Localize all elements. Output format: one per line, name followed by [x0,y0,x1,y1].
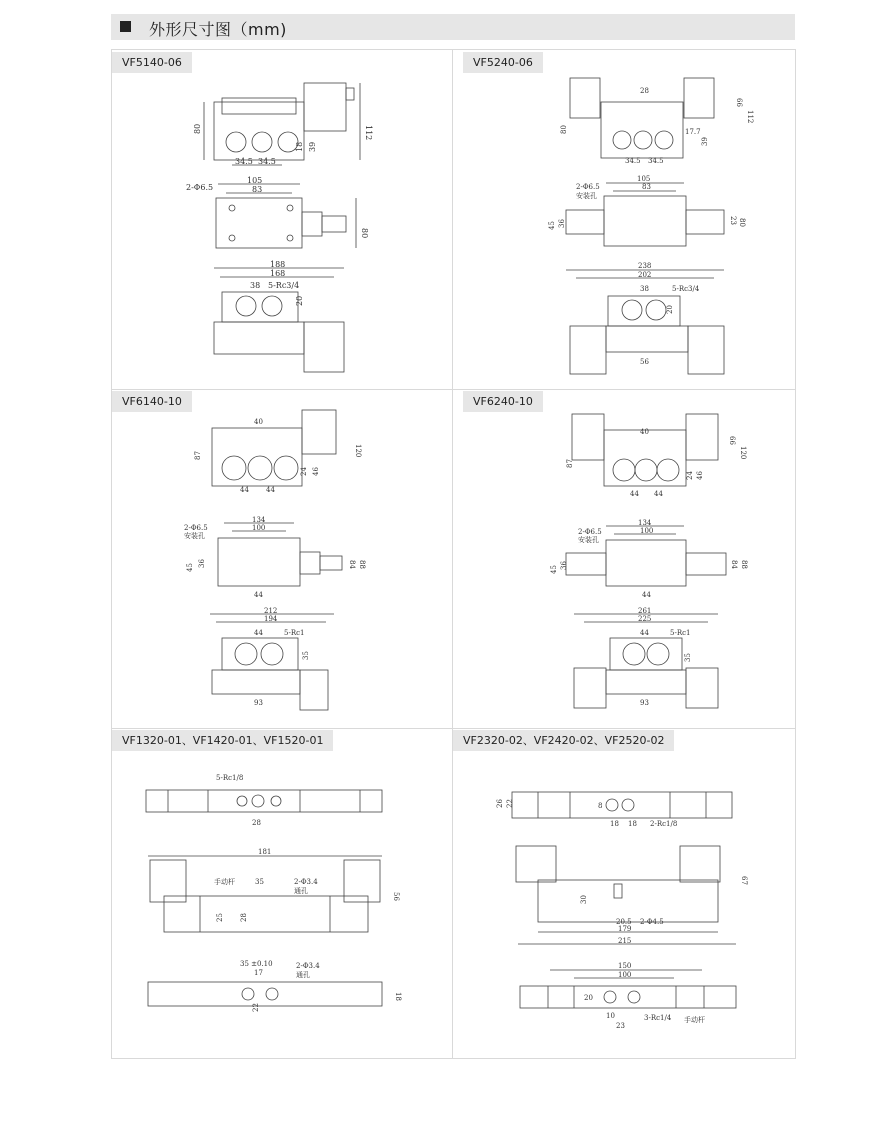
coil-top-view [302,212,322,236]
coil-top-view [300,552,320,574]
right-coil [686,414,718,460]
dim-label: 38 [640,285,649,293]
dim-label: 83 [642,183,651,191]
dim-label: 105 [637,175,651,183]
dim-label: 112 [364,125,373,141]
coil-side-view [304,322,344,372]
section-title: 外形尺寸图（mm) [149,20,287,39]
base-side-view [606,326,688,352]
dim-label: 18 [295,141,304,152]
dim-label: 36 [558,219,566,228]
dim-label: 通孔 [296,971,310,979]
dim-label: 30 [580,895,588,904]
dim-label: 46 [312,467,320,476]
dim-label: 100 [618,971,632,979]
dim-label: 28 [252,819,261,827]
dim-label: 2-Φ6.5 [576,183,600,191]
right-coil-top [686,210,724,234]
dim-label: 80 [738,218,746,227]
dim-label: 2-Φ6.5 [186,183,214,192]
dim-label: 56 [640,358,649,366]
dim-label: 34.5 [235,157,253,166]
left-coil-side [574,668,606,708]
port [226,132,246,152]
dim-label: 215 [618,937,632,945]
dim-label: 20.5 [616,918,632,926]
dim-label: 100 [640,527,654,535]
dim-label: 44 [654,490,663,498]
dim-label: 120 [354,444,362,458]
dim-label: 80 [193,123,202,134]
dim-label: 2-Φ3.4 [296,962,320,970]
dim-label: 150 [618,962,632,970]
valve-body [212,428,302,486]
left-coil [572,414,604,460]
dim-label: 2-Φ6.5 [184,524,208,532]
dim-label: 44 [640,629,649,637]
vf1320-drawing [146,774,402,1012]
valve-side-view [538,880,718,922]
dim-label: 84 [348,560,356,569]
panel-label: VF6240-10 [463,391,543,412]
dim-label: 40 [640,428,649,436]
valve-side-view [164,896,368,932]
dim-label: 5-Rc1 [284,629,305,637]
dim-label: 66 [735,98,743,107]
dim-label: 36 [198,559,206,568]
dim-label: 34.5 [625,157,641,165]
left-coil [516,846,556,882]
dim-label: 35 [255,878,264,886]
vf5240-drawing [548,78,754,374]
dim-label: 2-Φ4.5 [640,918,664,926]
base-side-view [214,322,304,354]
left-coil-top [566,553,606,575]
solenoid-coil [302,410,336,454]
vf6140-drawing [184,410,366,710]
dim-label: 20 [666,305,674,314]
port [252,132,272,152]
dim-label: 44 [254,629,263,637]
right-coil-side [686,668,718,708]
dim-label: 安装孔 [578,536,599,544]
connector-top-view [322,216,346,232]
dim-label: 56 [392,892,400,901]
dim-label: 39 [701,137,709,146]
dim-label: 212 [264,607,278,615]
panel-label: VF6140-10 [112,391,192,412]
valve-side-view [222,638,298,670]
dim-label: 2-Φ6.5 [578,528,602,536]
dim-label: 93 [254,699,263,707]
dim-label: 45 [548,221,556,230]
base-side-view [212,670,300,694]
dim-label: 24 [300,467,308,476]
dim-label: 23 [729,216,737,225]
dim-label: 34.5 [648,157,664,165]
dim-label: 188 [270,260,286,269]
right-coil-top [686,553,726,575]
dim-label: 105 [247,176,263,185]
dim-label: 45 [550,565,558,574]
dim-label: 66 [728,436,736,445]
dim-label: 238 [638,262,652,270]
dim-label: 134 [252,516,266,524]
dim-label: 26 [496,799,504,808]
dim-label: 181 [258,848,272,856]
dim-label: 5-Rc1/8 [216,774,244,782]
dim-label: 2-Rc1/8 [650,820,678,828]
dim-label: 20 [295,295,304,306]
dim-label: 手动杆 [214,878,235,886]
dim-label: 80 [360,228,369,239]
panel-label: VF2320-02、VF2420-02、VF2520-02 [453,730,674,751]
dim-label: 22 [506,799,514,808]
dim-label: 25 [216,913,224,922]
dim-label: 83 [252,185,263,194]
left-coil [570,78,600,118]
valve-top [222,98,296,114]
dim-label: 通孔 [294,887,308,895]
dim-label: 44 [630,490,639,498]
dim-label: 18 [628,820,637,828]
dim-label: 44 [254,591,263,599]
dim-label: 84 [730,560,738,569]
right-coil [684,78,714,118]
manual-lever [614,884,622,898]
dim-label: 安装孔 [576,192,597,200]
coil-side-view [300,670,328,710]
dim-label: 22 [252,1003,260,1012]
connector-top-view [320,556,342,570]
dim-label: 194 [264,615,278,623]
left-coil-side [570,326,606,374]
dim-label: 24 [686,471,694,480]
dim-label: 44 [642,591,651,599]
dim-label: 28 [640,87,649,95]
dim-label: 100 [252,524,266,532]
dim-label: 17 [254,969,263,977]
dim-label: 44 [266,486,275,494]
base-side-view [606,670,686,694]
dim-label: 134 [638,519,652,527]
dim-label: 10 [606,1012,615,1020]
dim-label: 5-Rc1 [670,629,691,637]
panel-label: VF5140-06 [112,52,192,73]
dim-label: 安装孔 [184,532,205,540]
dim-label: 120 [739,446,747,460]
valve-top-view [218,538,300,586]
panel-label: VF5240-06 [463,52,543,73]
dim-label: 44 [240,486,249,494]
dim-label: 39 [308,141,317,152]
dim-label: 35 [302,651,310,660]
dim-label: 87 [566,459,574,468]
dim-label: 36 [560,561,568,570]
right-coil [680,846,720,882]
dim-label: 80 [560,125,568,134]
dim-label: 3-Rc1/4 [644,1014,672,1022]
valve-side-view [222,292,298,322]
dim-label: 88 [740,560,748,569]
dim-label: 35 [684,653,692,662]
solenoid-coil [304,83,346,131]
vf2320-drawing [496,792,748,1030]
dim-label: 168 [270,269,286,278]
valve-bottom-view [148,982,382,1006]
valve-top-view [606,540,686,586]
dim-label: 23 [616,1022,625,1030]
dim-label: 261 [638,607,652,615]
dim-label: 5-Rc3/4 [268,281,300,290]
dim-label: 28 [240,913,248,922]
vf5140-drawing [186,83,373,372]
dim-label: 46 [696,471,704,480]
left-coil-top [566,210,604,234]
panel-label: VF1320-01、VF1420-01、VF1520-01 [112,730,333,751]
valve-body [601,102,683,158]
right-coil-side [688,326,724,374]
dim-label: 20 [584,994,593,1002]
dim-label: 2-Φ3.4 [294,878,318,886]
dim-label: 88 [358,560,366,569]
dim-label: 179 [618,925,632,933]
dim-label: 225 [638,615,652,623]
dim-label: 93 [640,699,649,707]
dim-label: 5-Rc3/4 [672,285,700,293]
connector [346,88,354,100]
dim-label: 40 [254,418,263,426]
dim-label: 18 [610,820,619,828]
dim-label: 202 [638,271,652,279]
dim-label: 35 ±0.10 [240,960,273,968]
dim-label: 17.7 [685,128,701,136]
vf6240-drawing [550,414,748,708]
dim-label: 45 [186,563,194,572]
valve-top-view [604,196,686,246]
dim-label: 67 [740,876,748,885]
dim-label: 38 [250,281,261,290]
valve-side-view [610,638,682,670]
dim-label: 18 [394,992,402,1001]
dim-label: 34.5 [258,157,276,166]
dim-label: 手动杆 [684,1016,705,1024]
dim-label: 8 [598,802,603,810]
dim-label: 112 [746,110,754,124]
dim-label: 87 [194,451,202,460]
